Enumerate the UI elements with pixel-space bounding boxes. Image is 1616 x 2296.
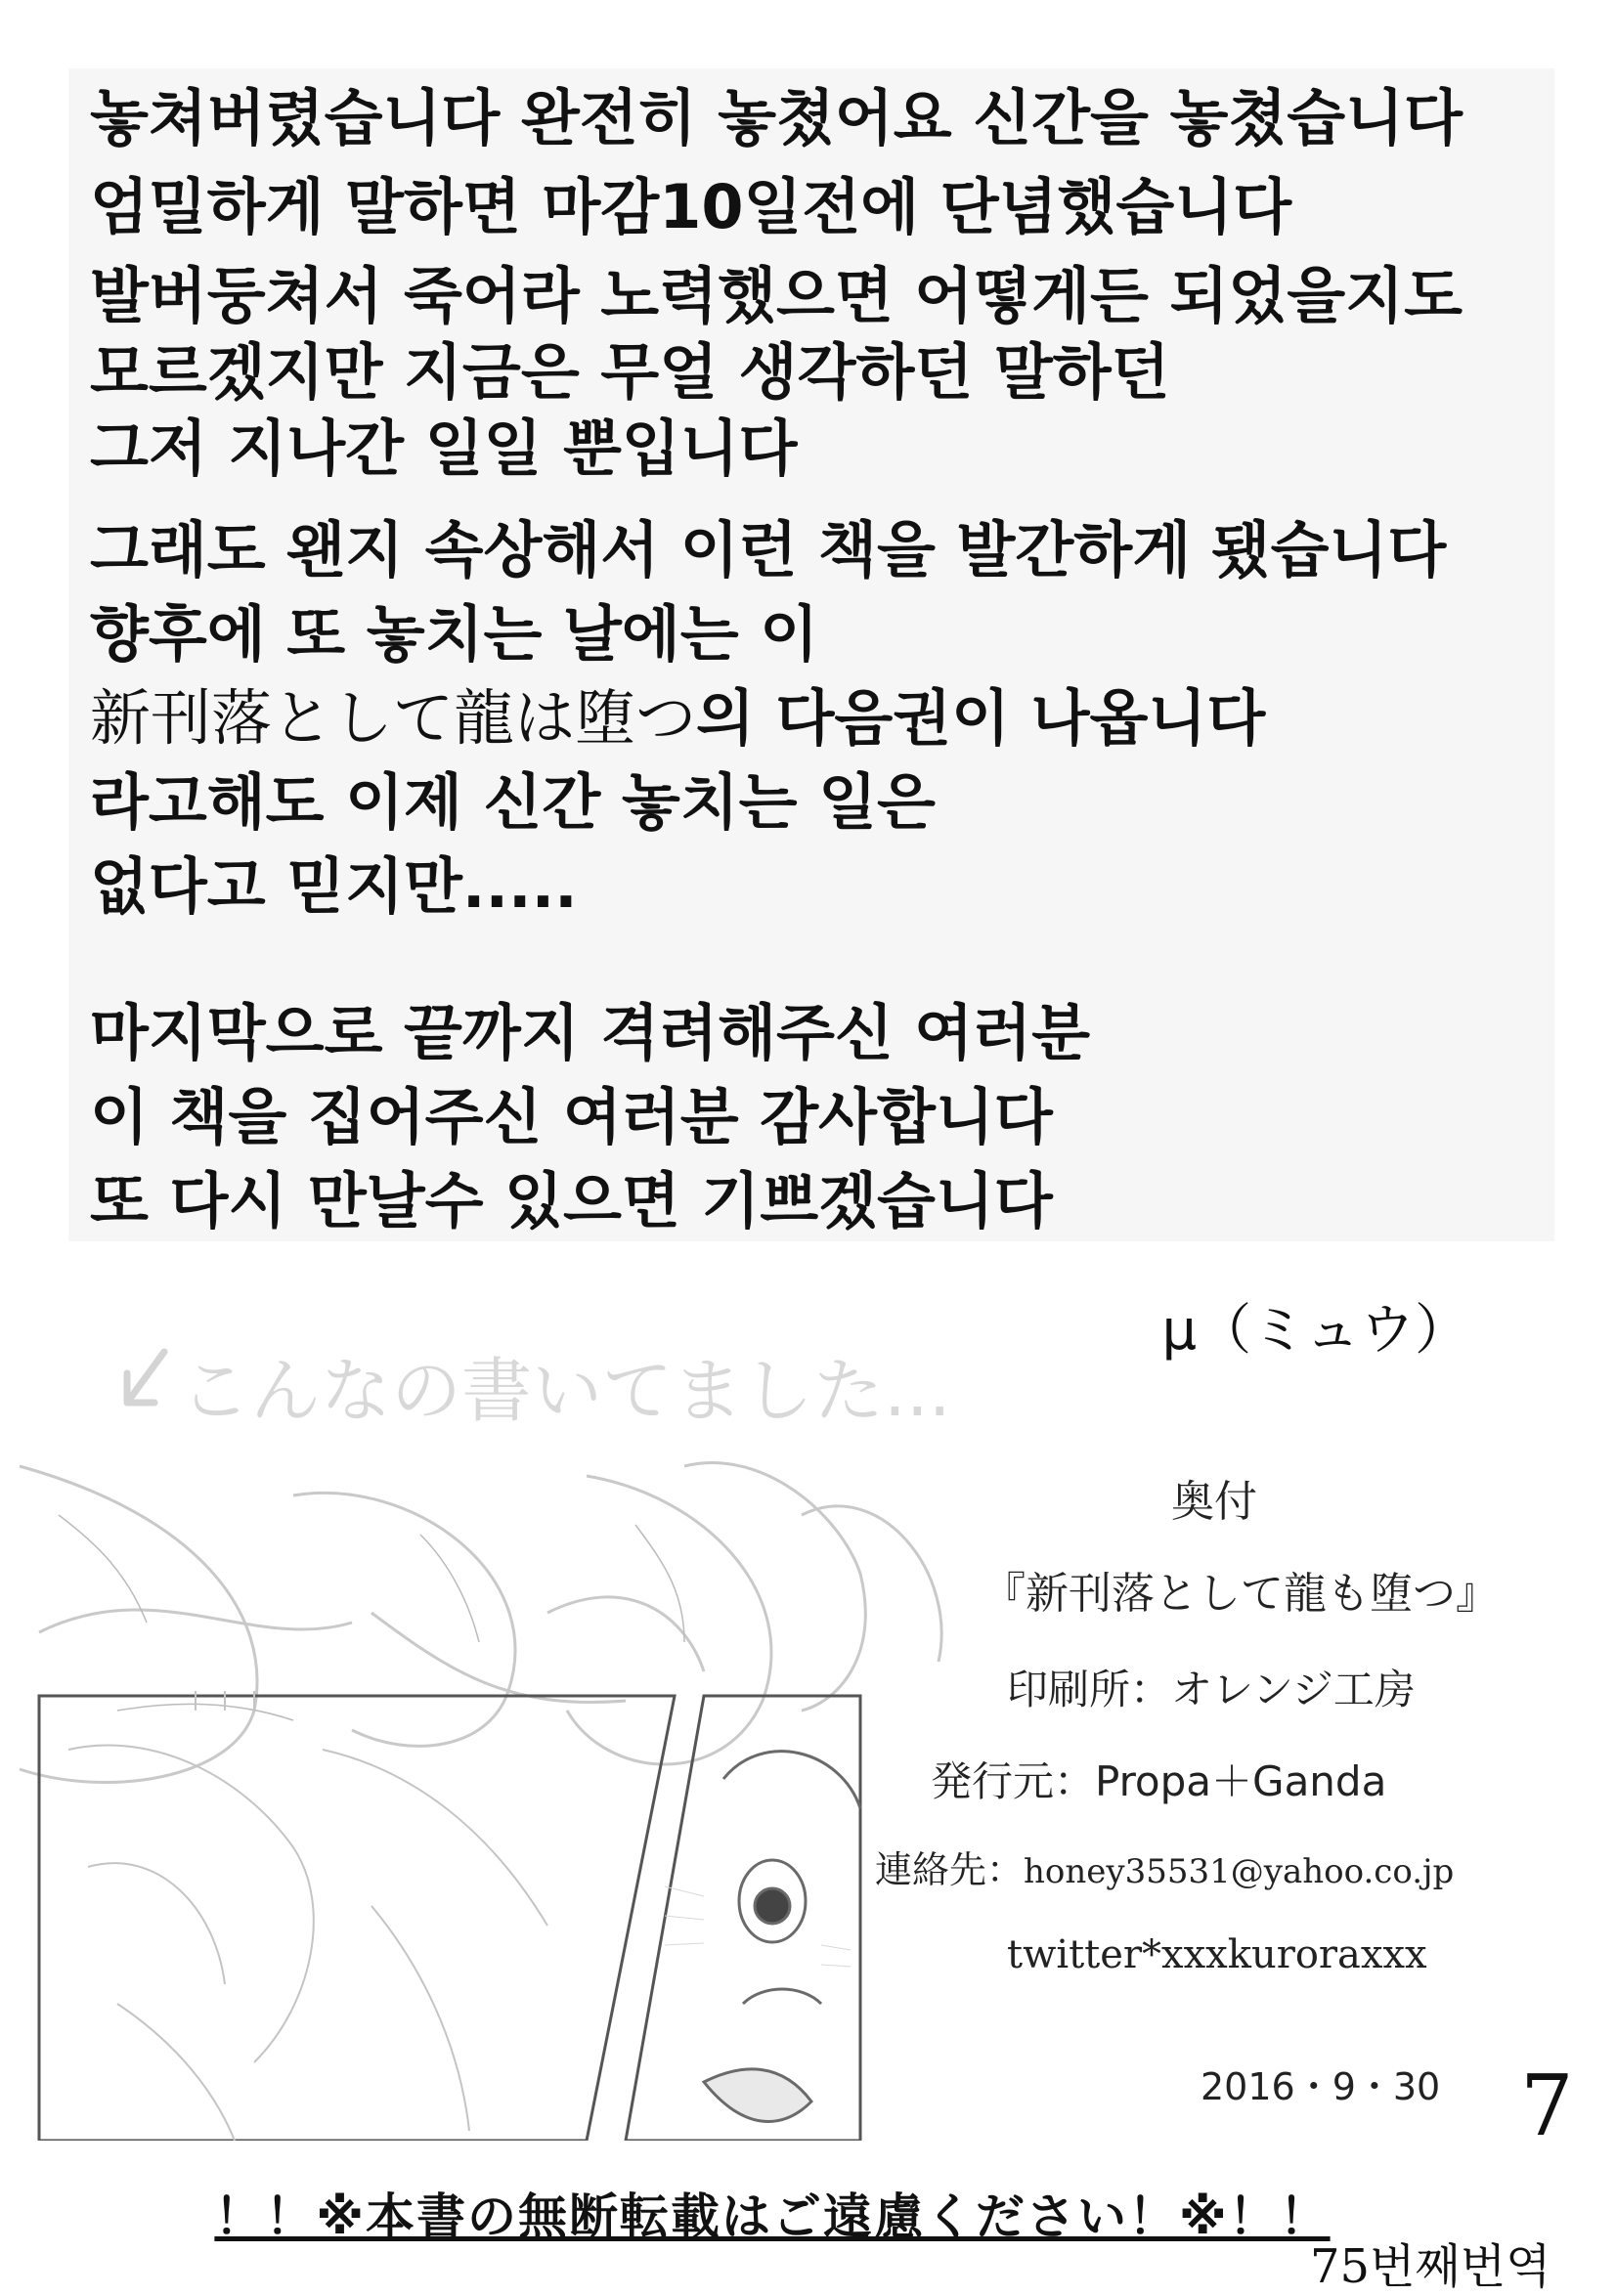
- afterword-line-8: 라고해도 이제 신간 놓치는 일은: [90, 766, 936, 838]
- contact-label: 連絡先：: [875, 1848, 1025, 1891]
- contact-email: honey35531@yahoo.co.jp: [1024, 1852, 1455, 1891]
- colophon-publisher: 発行元：Propa＋Ganda: [931, 1757, 1387, 1805]
- arrow-down-left-icon: [115, 1344, 174, 1412]
- afterword-line-6: 그래도 왠지 속상해서 이런 책을 발간하게 됐습니다: [90, 514, 1447, 585]
- page-number: 7: [1520, 2058, 1574, 2155]
- afterword-title-line: [90, 684, 1265, 753]
- colophon-book-title: 『新刊落として龍も堕つ』: [983, 1569, 1499, 1619]
- colophon-contact: [875, 1840, 1454, 1893]
- afterword-line-7: 향후에 또 놓치는 날에는 이: [90, 598, 819, 670]
- afterword-line-1: 놓쳐버렸습니다 완전히 놓쳤어요 신간을 놓쳤습니다: [90, 82, 1463, 153]
- afterword-line-11: 이 책을 집어주신 여러분 감사합니다: [90, 1081, 1053, 1152]
- copyright-warning: ！！※本書の無断転載はご遠慮ください！※！！: [214, 2188, 1331, 2245]
- title-line-suffix: 의 다음권이 나옵니다: [696, 682, 1266, 754]
- afterword-line-2: 엄밀하게 말하면 마감10일전에 단념했습니다: [90, 171, 1292, 242]
- colophon-heading: 奥付: [1171, 1477, 1257, 1527]
- colophon-date: 2016・9・30: [1201, 2065, 1441, 2108]
- sketch-caption-text: こんなの書いてました...: [180, 1350, 951, 1432]
- afterword-line-4: 모르겠지만 지금은 무얼 생각하던 말하던: [90, 336, 1170, 408]
- afterword-line-10: 마지막으로 끝까지 격려해주신 여러분: [90, 997, 1091, 1068]
- afterword-line-9: 없다고 믿지만.....: [90, 850, 578, 922]
- afterword-line-12: 또 다시 만날수 있으면 기쁘겠습니다: [90, 1165, 1053, 1236]
- afterword-line-5: 그저 지나간 일일 뿐입니다: [90, 412, 798, 484]
- sketch-caption: [115, 1334, 951, 1436]
- colophon-printer: 印刷所：オレンジ工房: [1007, 1666, 1416, 1713]
- translation-note: 75번째번역: [1310, 2239, 1551, 2294]
- author-signature: μ（ミュウ）: [1161, 1299, 1469, 1363]
- colophon-twitter: twitter*xxxkuroraxxx: [1007, 1932, 1427, 1977]
- afterword-line-3: 발버둥쳐서 죽어라 노력했으면 어떻게든 되었을지도: [90, 260, 1463, 331]
- japanese-book-title: 新刊落として龍は堕つ: [90, 682, 697, 754]
